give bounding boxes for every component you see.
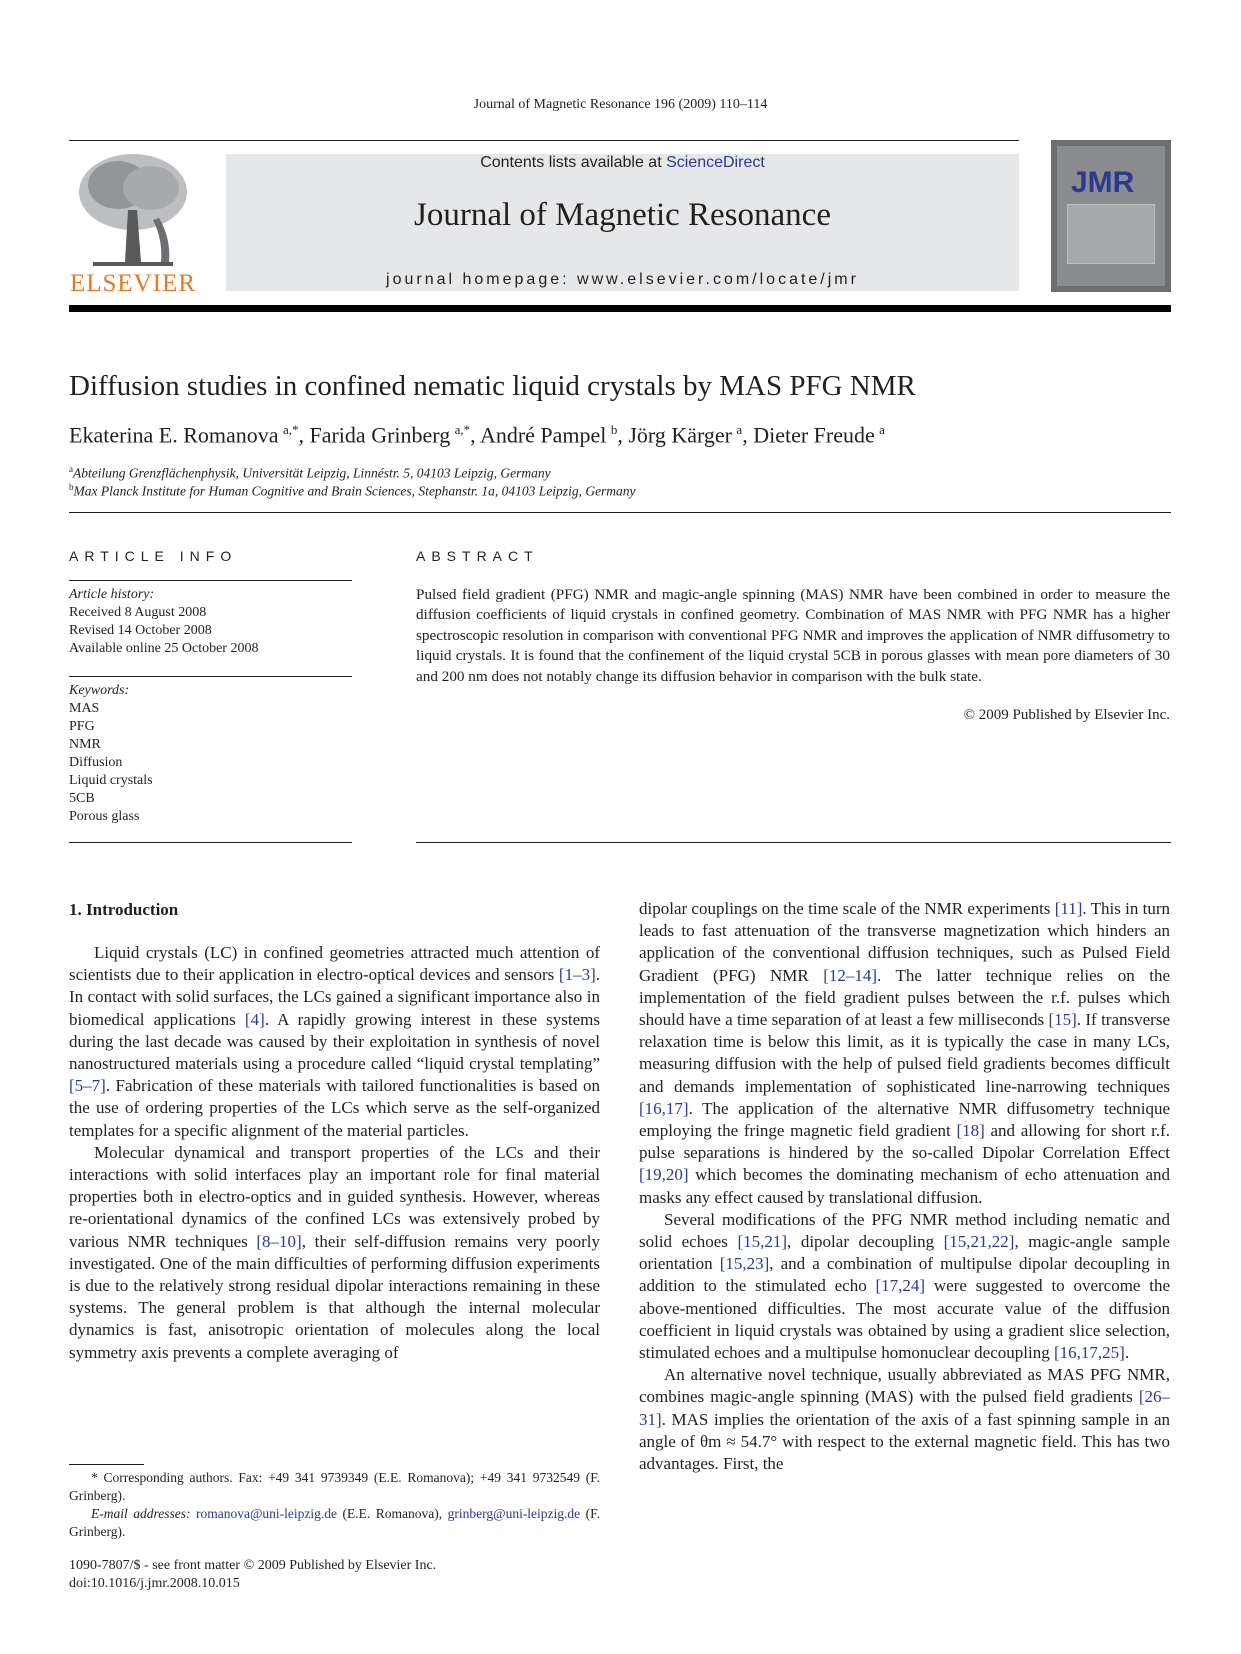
body-text: , dipolar decoupling bbox=[787, 1232, 944, 1252]
body-column-left bbox=[69, 942, 600, 1364]
contents-line bbox=[226, 154, 1019, 172]
author-list: Ekaterina E. Romanova $^{a,*}$, Farida Grinberg $^{a,*}$, André Pampel $^b$, Jörg Kärger $^a$, Dieter Freude $^a$ bbox=[69, 422, 885, 448]
citation-link[interactable]: [5–7] bbox=[69, 1076, 106, 1096]
author-name[interactable]: Jörg Kärger bbox=[628, 422, 732, 448]
citation-link[interactable]: [18] bbox=[956, 1121, 985, 1141]
body-paragraph bbox=[69, 1142, 600, 1364]
citation-link[interactable]: [17,24] bbox=[875, 1276, 926, 1296]
citation-link[interactable]: [15,23] bbox=[719, 1254, 770, 1274]
elsevier-logo[interactable] bbox=[69, 150, 197, 298]
author-name[interactable]: Farida Grinberg bbox=[309, 422, 451, 448]
body-paragraph bbox=[69, 942, 600, 1142]
body-text: . If transverse relaxation time is below this limit, as it is typically the case in many LCs, measuring diffusion with the help of pulsed field gradients becomes difficult and demands implementation of sophisticated line-narrowing techniques bbox=[639, 1010, 1170, 1096]
body-text: , magic-angle sample orientation bbox=[639, 1232, 1170, 1274]
author-name[interactable]: Ekaterina E. Romanova bbox=[69, 422, 279, 448]
citation-link[interactable]: [15,21] bbox=[737, 1232, 788, 1252]
body-paragraph bbox=[639, 1364, 1170, 1475]
section-heading: 1. Introduction bbox=[69, 900, 179, 919]
citation-link[interactable]: [16,17,25] bbox=[1053, 1343, 1125, 1363]
citation-link[interactable]: [4] bbox=[244, 1009, 265, 1029]
keywords-rule bbox=[69, 676, 352, 677]
tree-icon bbox=[73, 150, 193, 268]
body-paragraph bbox=[639, 898, 1170, 1209]
title-rule bbox=[69, 512, 1171, 513]
citation-link[interactable]: [15,21,22] bbox=[943, 1232, 1015, 1252]
body-text: . In contact with solid surfaces, the LCs gained a significant importance also in biomedical applications bbox=[69, 965, 600, 1029]
body-text: . MAS implies the orientation of the axis of a fast spinning sample in an angle of θm ≈ 54.7° with respect to the external magnetic field. This has two advantages. First, the bbox=[639, 1409, 1170, 1474]
revised-date: Revised 14 October 2008 bbox=[69, 623, 212, 638]
body-text: which becomes the dominating mechanism of echo attenuation and masks any effect caused by translational diffusion. bbox=[639, 1165, 1170, 1207]
body-text: dipolar couplings on the time scale of the NMR experiments bbox=[639, 899, 1055, 918]
citation-link[interactable]: [12–14] bbox=[823, 965, 878, 985]
body-text: . Fabrication of these materials with tailored functionalities is based on the use of ordering properties of the LCs which serve as the self-organized templates for a specific alignment of the material particles. bbox=[69, 1076, 600, 1140]
body-text: were suggested to overcome the above-mentioned difficulties. The most accurate value of the diffusion coefficient in liquid crystals was obtained by using a gradient slice selection, stimulated echoes and a multipulse homonuclear decoupling bbox=[639, 1276, 1171, 1363]
cover-figure bbox=[1067, 204, 1155, 264]
author-sup: b bbox=[610, 422, 618, 437]
citation-link[interactable]: [19,20] bbox=[639, 1165, 689, 1185]
journal-homepage[interactable]: journal homepage: www.elsevier.com/locate/jmr bbox=[386, 271, 859, 288]
abstract-copyright: © 2009 Published by Elsevier Inc. bbox=[963, 707, 1170, 723]
cover-jmr-text: JMR bbox=[1071, 166, 1135, 199]
keyword[interactable]: Porous glass bbox=[69, 809, 140, 824]
keyword[interactable]: PFG bbox=[69, 719, 95, 734]
contents-prefix: Contents lists available at bbox=[480, 154, 667, 171]
affiliation-text: Abteilung Grenzflächenphysik, Universität Leipzig, Linnéstr. 5, 04103 Leipzig, Germany bbox=[73, 465, 551, 481]
keywords-label: Keywords: bbox=[69, 683, 130, 698]
running-head: Journal of Magnetic Resonance 196 (2009) 110–114 bbox=[473, 97, 768, 112]
history-label: Article history: bbox=[69, 587, 155, 602]
keyword[interactable]: Liquid crystals bbox=[69, 773, 153, 788]
author-sup: a bbox=[736, 422, 743, 437]
citation-link[interactable]: [8–10] bbox=[256, 1231, 302, 1251]
header-thick-rule bbox=[69, 305, 1171, 312]
affiliation bbox=[69, 464, 551, 482]
body-text: . This in turn leads to fast attenuation of the transverse magnetization which hinders an application of the conventional diffusion techniques, such as Pulsed Field Gradient (PFG) NMR bbox=[639, 899, 1170, 985]
keywords-block bbox=[69, 682, 153, 826]
citation-link[interactable]: [16,17] bbox=[639, 1098, 689, 1118]
affiliation-sup: b bbox=[69, 482, 74, 492]
email-owner: (E.E. Romanova), bbox=[337, 1506, 448, 1521]
affiliation-text: Max Planck Institute for Human Cognitive and Brain Sciences, Stephanstr. 1a, 04103 Leipzig, Germany bbox=[73, 483, 636, 499]
body-text: An alternative novel technique, usually abbreviated as MAS PFG NMR, combines magic-angle spinning (MAS) with the pulsed field gradients bbox=[639, 1365, 1170, 1407]
body-text: and allowing for short r.f. pulse separations is hindered by the so-called Dipolar Correlation Effect bbox=[639, 1121, 1171, 1163]
email-owner: (F. Grinberg). bbox=[69, 1506, 600, 1539]
body-text: , their self-diffusion remains very poorly investigated. One of the main difficulties of performing diffusion experiments is due to the relatively strong residual dipolar interactions remaining in these systems. The general problem is that although the internal molecular dynamics is fast, anisotropic orientation of molecules along the local symmetry axis prevents a complete averaging of bbox=[69, 1231, 600, 1362]
sciencedirect-link[interactable]: ScienceDirect bbox=[666, 154, 765, 171]
body-column-right bbox=[639, 898, 1170, 1475]
citation-link[interactable]: [1–3] bbox=[558, 965, 596, 985]
article-info-rule bbox=[69, 580, 352, 581]
doi-line[interactable]: doi:10.1016/j.jmr.2008.10.015 bbox=[69, 1576, 240, 1591]
affiliation bbox=[69, 482, 636, 500]
body-text: . The application of the alternative NMR diffusometry technique employing the fringe magnetic field gradient bbox=[639, 1098, 1170, 1141]
issn-line: 1090-7807/$ - see front matter © 2009 Published by Elsevier Inc. bbox=[69, 1558, 437, 1573]
affiliation-sup: a bbox=[69, 464, 73, 474]
body-text: . bbox=[1124, 1343, 1130, 1363]
citation-link[interactable]: [26–31] bbox=[639, 1387, 1170, 1429]
elsevier-wordmark: ELSEVIER bbox=[69, 270, 197, 297]
footnote-rule bbox=[69, 1464, 144, 1465]
body-text: Liquid crystals (LC) in confined geometries attracted much attention of scientists due to their application in electro-optical devices and sensors bbox=[69, 943, 600, 985]
author-sup: a,* bbox=[454, 422, 471, 437]
journal-cover[interactable] bbox=[1051, 140, 1171, 292]
footer-meta bbox=[69, 1557, 436, 1593]
online-date: Available online 25 October 2008 bbox=[69, 641, 259, 656]
keyword[interactable]: MAS bbox=[69, 701, 100, 716]
corresponding-note: * Corresponding authors. Fax: +49 341 9739349 (E.E. Romanova); +49 341 9732549 (F. Grinberg). bbox=[69, 1470, 600, 1503]
body-text: . A rapidly growing interest in these systems during the last decade was caused by their exploitation in synthesis of novel nanostructured materials using a procedure called “liquid crystal templating” bbox=[69, 1009, 600, 1074]
article-info-bottom-rule bbox=[69, 842, 352, 843]
keyword[interactable]: NMR bbox=[69, 737, 101, 752]
abstract-text: Pulsed field gradient (PFG) NMR and magic-angle spinning (MAS) NMR have been combined in order to measure the diffusion coefficients of liquid crystals in confined geometry. Combination of MAS NMR with PFG NMR has a higher spectroscopic resolution in comparison with conventional PFG NMR and improves the application of NMR diffusometry to liquid crystals. It is found that the confinement of the liquid crystal 5CB in porous glasses with mean pore diameters of 30 and 200 nm does not notably change its diffusion behavior in comparison with the bulk state. bbox=[416, 586, 1170, 685]
body-text: . The latter technique relies on the implementation of the field gradient pulses between the r.f. pulses which should have a time separation of at least a few milliseconds bbox=[639, 965, 1170, 1030]
article-history bbox=[69, 586, 258, 658]
abstract-heading: ABSTRACT bbox=[416, 548, 539, 564]
citation-link[interactable]: [11] bbox=[1054, 899, 1083, 918]
body-paragraph bbox=[639, 1209, 1170, 1364]
body-text: Several modifications of the PFG NMR method including nematic and solid echoes bbox=[639, 1209, 1170, 1252]
article-info-heading: ARTICLE INFO bbox=[69, 548, 238, 564]
author-sup: a,* bbox=[282, 422, 299, 437]
author-name[interactable]: Dieter Freude bbox=[753, 422, 875, 448]
email-note bbox=[69, 1505, 600, 1541]
body-text: , and a combination of multipulse dipolar decoupling in addition to the stimulated echo bbox=[639, 1254, 1170, 1296]
footnote bbox=[69, 1469, 600, 1541]
email-link[interactable]: romanova@uni-leipzig.de bbox=[196, 1506, 338, 1521]
email-link[interactable]: grinberg@uni-leipzig.de bbox=[447, 1506, 581, 1521]
abstract-bottom-rule bbox=[416, 842, 1171, 843]
article-title: Diffusion studies in confined nematic liquid crystals by MAS PFG NMR bbox=[69, 370, 916, 402]
citation-link[interactable]: [15] bbox=[1048, 1010, 1077, 1030]
email-label: E-mail addresses: bbox=[91, 1506, 196, 1521]
keyword[interactable]: Diffusion bbox=[69, 755, 123, 770]
cover-image bbox=[1057, 146, 1165, 286]
author-name[interactable]: André Pampel bbox=[479, 422, 607, 448]
journal-title: Journal of Magnetic Resonance bbox=[414, 197, 831, 233]
keyword[interactable]: 5CB bbox=[69, 791, 95, 806]
body-text: Molecular dynamical and transport properties of the LCs and their interactions with solid interfaces play an important role for final material properties both in electro-optics and in guided synthesis. However, whereas re-orientational dynamics of the confined LCs was extensively probed by various NMR techniques bbox=[69, 1142, 600, 1251]
received-date: Received 8 August 2008 bbox=[69, 605, 207, 620]
header-rule bbox=[69, 140, 1019, 141]
author-sup: a bbox=[879, 422, 885, 437]
